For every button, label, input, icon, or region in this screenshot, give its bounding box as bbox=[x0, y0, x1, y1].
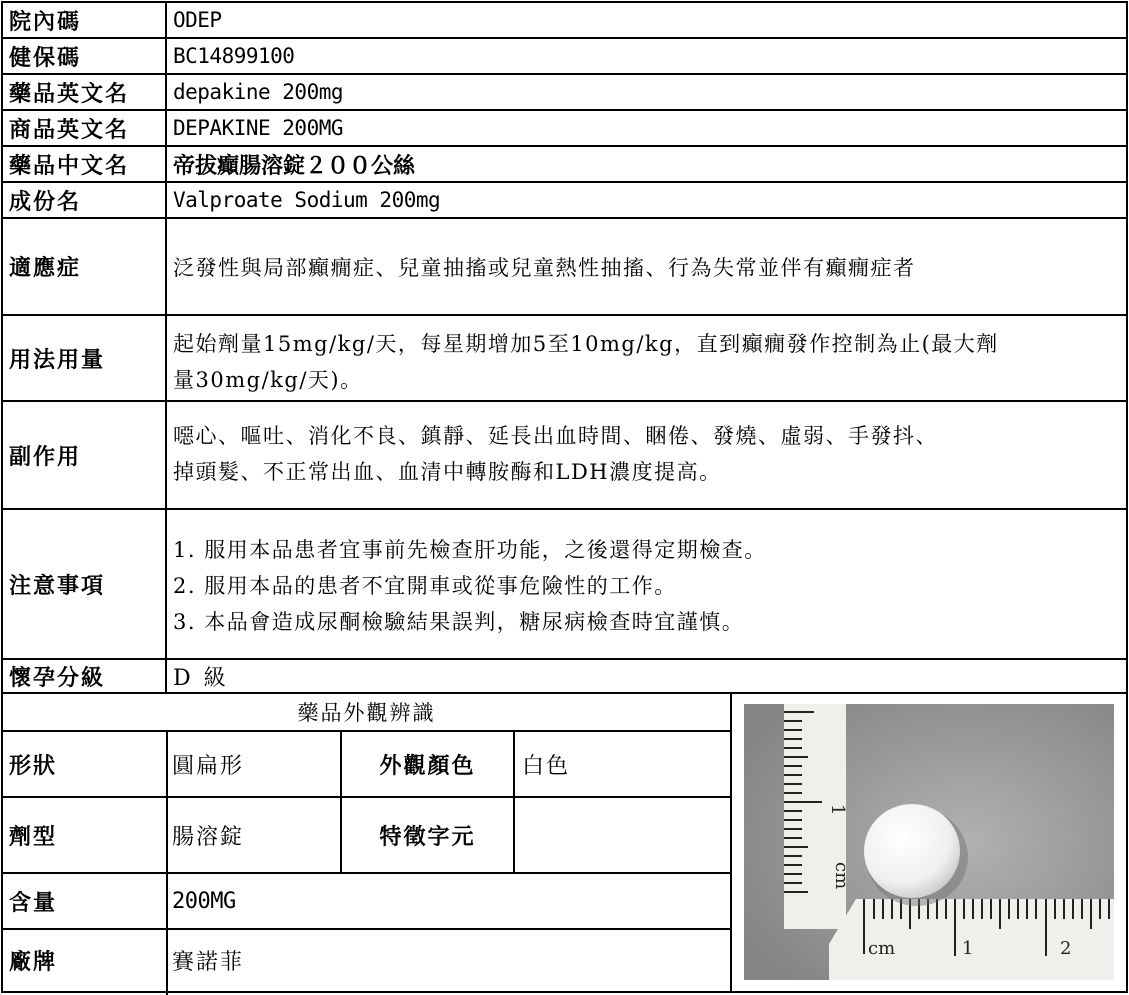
divider bbox=[513, 730, 515, 872]
vertical-ruler-unit: cm bbox=[831, 862, 852, 890]
label-ingredient: 成份名 bbox=[3, 183, 167, 217]
tablet-photo-graphic bbox=[744, 704, 1114, 980]
row-precautions bbox=[1, 508, 1128, 658]
vertical-ruler bbox=[784, 704, 846, 929]
label-color: 外觀顏色 bbox=[379, 752, 476, 779]
label-strength: 含量 bbox=[9, 889, 58, 916]
label-drug-chinese-name: 藥品中文名 bbox=[3, 147, 167, 181]
value-strength: 200MG bbox=[172, 888, 236, 914]
row-hospital-code bbox=[1, 1, 1128, 37]
dosage-line-2: 量30mg/kg/天)。 bbox=[173, 368, 363, 392]
row-brand-english-name bbox=[1, 109, 1128, 145]
label-dosage: 用法用量 bbox=[3, 316, 167, 400]
horizontal-ruler-mark-2: 2 bbox=[1060, 938, 1072, 959]
precaution-line-2: 2. 服用本品的患者不宜開車或從事危險性的工作。 bbox=[173, 574, 677, 598]
horizontal-ruler-mark-1: 1 bbox=[962, 938, 974, 959]
appearance-header: 藥品外觀辨識 bbox=[297, 701, 436, 725]
side-effects-line-2: 掉頭髮、不正常出血、血清中轉胺酶和LDH濃度提高。 bbox=[173, 460, 722, 484]
row-ingredient bbox=[1, 181, 1128, 217]
label-shape: 形狀 bbox=[9, 752, 58, 779]
divider bbox=[166, 730, 168, 995]
value-indication: 泛發性與局部癲癇症、兒童抽搐或兒童熱性抽搐、行為失常並伴有癲癇症者 bbox=[173, 255, 916, 280]
precaution-line-1: 1. 服用本品患者宜事前先檢查肝功能，之後還得定期檢查。 bbox=[173, 538, 767, 562]
precaution-line-3: 3. 本品會造成尿酮檢驗結果誤判，糖尿病檢查時宜謹慎。 bbox=[173, 610, 745, 634]
label-pregnancy-category: 懷孕分級 bbox=[3, 660, 167, 692]
label-hospital-code: 院內碼 bbox=[3, 3, 167, 37]
row-drug-chinese-name bbox=[1, 145, 1128, 181]
value-color: 白色 bbox=[522, 753, 571, 779]
horizontal-ruler-unit: cm bbox=[868, 938, 896, 959]
row-pregnancy-category bbox=[1, 658, 1128, 692]
row-indication bbox=[1, 217, 1128, 314]
value-ingredient: Valproate Sodium 200mg bbox=[173, 188, 441, 212]
label-brand: 廠牌 bbox=[9, 949, 58, 975]
label-brand-english-name: 商品英文名 bbox=[3, 111, 167, 145]
value-precautions bbox=[169, 510, 1126, 658]
value-marking bbox=[522, 798, 722, 872]
value-drug-english-name: depakine 200mg bbox=[173, 80, 344, 104]
value-pregnancy-category: D 級 bbox=[173, 665, 229, 691]
label-precautions: 注意事項 bbox=[3, 510, 167, 658]
vertical-ruler-mark: 1 bbox=[827, 804, 848, 816]
label-drug-english-name: 藥品英文名 bbox=[3, 75, 167, 109]
tablet bbox=[864, 804, 960, 898]
value-drug-chinese-name: 帝拔癲腸溶錠２００公絲 bbox=[173, 152, 416, 179]
value-insurance-code: BC14899100 bbox=[173, 44, 295, 68]
row-side-effects bbox=[1, 400, 1128, 508]
side-effects-line-1: 噁心、嘔吐、消化不良、鎮靜、延長出血時間、睏倦、發燒、虛弱、手發抖、 bbox=[173, 424, 938, 448]
tablet-photo bbox=[744, 704, 1114, 980]
divider bbox=[730, 692, 732, 993]
label-side-effects: 副作用 bbox=[3, 402, 167, 508]
value-side-effects bbox=[169, 402, 1126, 508]
value-dosage bbox=[169, 316, 1126, 400]
label-dosage-form: 劑型 bbox=[9, 823, 58, 850]
value-brand-english-name: DEPAKINE 200MG bbox=[173, 116, 344, 140]
dosage-line-1: 起始劑量15mg/kg/天，每星期增加5至10mg/kg，直到癲癇發作控制為止(最大劑 bbox=[173, 332, 999, 356]
label-insurance-code: 健保碼 bbox=[3, 39, 167, 73]
row-dosage bbox=[1, 314, 1128, 400]
value-shape: 圓扁形 bbox=[172, 753, 245, 779]
value-brand: 賽諾菲 bbox=[172, 950, 245, 975]
row-insurance-code bbox=[1, 37, 1128, 73]
label-indication: 適應症 bbox=[3, 219, 167, 314]
label-marking: 特徵字元 bbox=[379, 823, 476, 850]
value-hospital-code: ODEP bbox=[173, 8, 222, 32]
row-drug-english-name bbox=[1, 73, 1128, 109]
value-dosage-form: 腸溶錠 bbox=[172, 824, 245, 850]
